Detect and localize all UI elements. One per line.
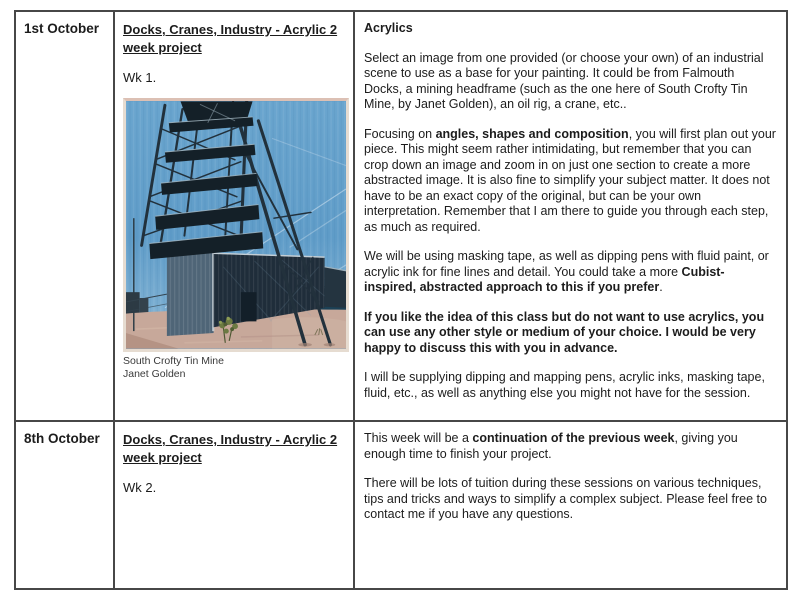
project-cell-week2 (115, 422, 355, 588)
project-title: Docks, Cranes, Industry - Acrylic 2 week project (123, 432, 338, 465)
schedule-table (14, 10, 788, 590)
painting-caption-title: South Crofty Tin Mine (123, 355, 224, 367)
details-paragraph: There will be lots of tuition during these sessions on various techniques, tips and tricks and ways to simplify a complex subject. Please feel free to contact me if you have any questions. (364, 476, 767, 521)
details-cell-week1 (355, 12, 786, 422)
date-label: 1st October (24, 21, 100, 36)
south-crofty-painting (123, 98, 349, 352)
details-paragraph: Select an image from one provided (or choose your own) of an industrial scene to use as a base for your painting. It could be from Falmouth Docks, a mining headframe (such as the one here of South Crofty Tin Mine, by Janet Golden), an oil rig, a crane, etc.. (364, 50, 764, 111)
details-paragraph: Focusing on angles, shapes and composition, you will first plan out your piece. This might seem rather intimidating, but remember that you can crop down an image and zoom in on just one section to create a more abstracted image. It is also fine to simplify your subject matter. It does not have to be an exact copy of the original, but can be your own interpretation. Remember that I am there to guide you through each step, as much as required. (364, 126, 776, 234)
details-paragraph: This week will be a continuation of the previous week, giving you enough time to finish your project. (364, 431, 738, 461)
date-cell-week2 (16, 422, 115, 588)
details-paragraph: I will be supplying dipping and mapping pens, acrylic inks, masking tape, fluid, etc., as well as anything else you might not have for the session. (364, 370, 765, 400)
details-paragraph: We will be using masking tape, as well as dipping pens with fluid paint, or acrylic ink for fine lines and detail. You could take a more Cubist-inspired, abstracted approach to this if you prefer. (364, 249, 769, 294)
project-title: Docks, Cranes, Industry - Acrylic 2 week project (123, 22, 338, 55)
details-heading: Acrylics (364, 21, 413, 35)
date-label: 8th October (24, 431, 100, 446)
details-paragraph: If you like the idea of this class but do not want to use acrylics, you can use any other style or medium of your choice. I would be very happy to discuss this with you in advance. (364, 309, 765, 355)
details-cell-week2 (355, 422, 786, 588)
week-label: Wk 2. (123, 480, 157, 495)
week-label: Wk 1. (123, 70, 157, 85)
south-crofty-painting-image (126, 101, 346, 349)
painting-caption (123, 355, 349, 381)
painting-caption-artist: Janet Golden (123, 368, 186, 380)
project-cell-week1 (115, 12, 355, 422)
date-cell-week1 (16, 12, 115, 422)
